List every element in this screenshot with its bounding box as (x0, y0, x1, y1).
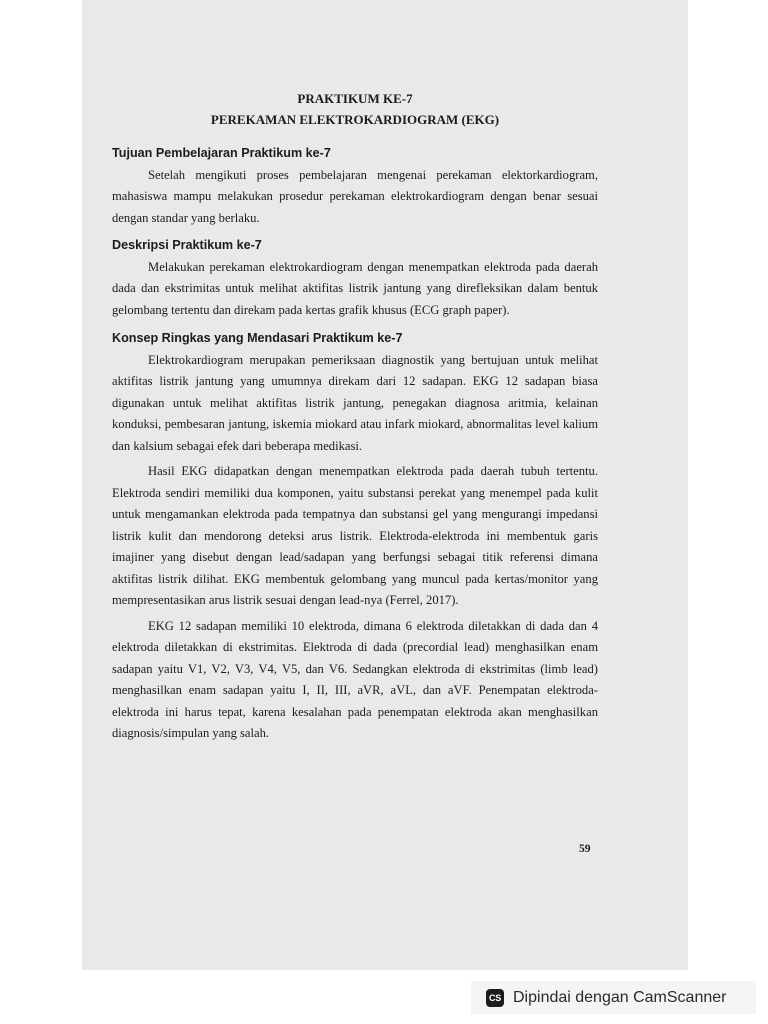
watermark-text: Dipindai dengan CamScanner (513, 988, 727, 1006)
paragraph-deskripsi: Melakukan perekaman elektrokardiogram dengan menempatkan elektroda pada daerah dada dan ekstrimitas untuk melihat aktifitas listrik jantung yang direfleksikan dalam bentuk gelombang tertentu dan direkam pada kertas grafik khusus (ECG graph paper). (112, 259, 598, 317)
paragraph-konsep-2: Hasil EKG didapatkan dengan menempatkan elektroda pada daerah tubuh tertentu. Elektroda sendiri memiliki dua komponen, yaitu substansi perekat yang menempel pada kulit untuk mengamankan elektroda pada tempatnya dan substansi gel yang mengurangi impedansi listrik kulit dan mendorong deteksi arus listrik. Elektroda-elektroda ini membentuk garis imajiner yang disebut dengan lead/sadapan yang berfungsi sebagai titik referensi dimana aktifitas listrik dilihat. EKG membentuk gelombang yang muncul pada kertas/monitor yang mempresentasikan arus listrik sesuai dengan lead-nya (Ferrel, 2017). (112, 464, 598, 607)
document-body (112, 88, 598, 745)
document-title-line-1: PRAKTIKUM KE-7 (297, 91, 413, 106)
section-heading-tujuan: Tujuan Pembelajaran Praktikum ke-7 (112, 146, 331, 160)
page-number: 59 (579, 843, 591, 855)
paragraph-tujuan: Setelah mengikuti proses pembelajaran mengenai perekaman elektorkardiogram, mahasiswa mampu melakukan prosedur perekaman elektrokardiogram dengan benar sesuai dengan standar yang berlaku. (112, 167, 598, 225)
paragraph-konsep-3: EKG 12 sadapan memiliki 10 elektroda, dimana 6 elektroda diletakkan di dada dan 4 elektroda diletakkan di ekstrimitas. Elektroda di dada (precordial lead) menghasilkan enam sadapan yaitu V1, V2, V3, V4, V5, dan V6. Sedangkan elektroda di ekstrimitas (limb lead) menghasilkan enam sadapan yaitu I, II, III, aVR, aVL, dan aVF. Penempatan elektroda-elektroda ini harus tepat, karena kesalahan pada penempatan elektroda akan menghasilkan diagnosis/simpulan yang salah. (112, 618, 598, 740)
document-title-line-2: PEREKAMAN ELEKTROKARDIOGRAM (EKG) (210, 112, 500, 127)
section-heading-konsep: Konsep Ringkas yang Mendasari Praktikum ke-7 (112, 331, 403, 345)
camscanner-logo-icon: CS (486, 989, 504, 1007)
paragraph-konsep-1: Elektrokardiogram merupakan pemeriksaan diagnostik yang bertujuan untuk melihat aktifitas listrik jantung yang umumnya direkam dari 12 sadapan. EKG 12 sadapan biasa digunakan untuk melihat aktifitas listrik jantung, penegakan diagnosa aritmia, kelainan konduksi, pembesaran jantung, iskemia miokard atau infark miokard, abnormalitas level kalium dan kalsium sebagai efek dari beberapa medikasi. (112, 352, 598, 453)
camscanner-watermark (471, 981, 756, 1014)
section-heading-deskripsi: Deskripsi Praktikum ke-7 (112, 238, 262, 252)
